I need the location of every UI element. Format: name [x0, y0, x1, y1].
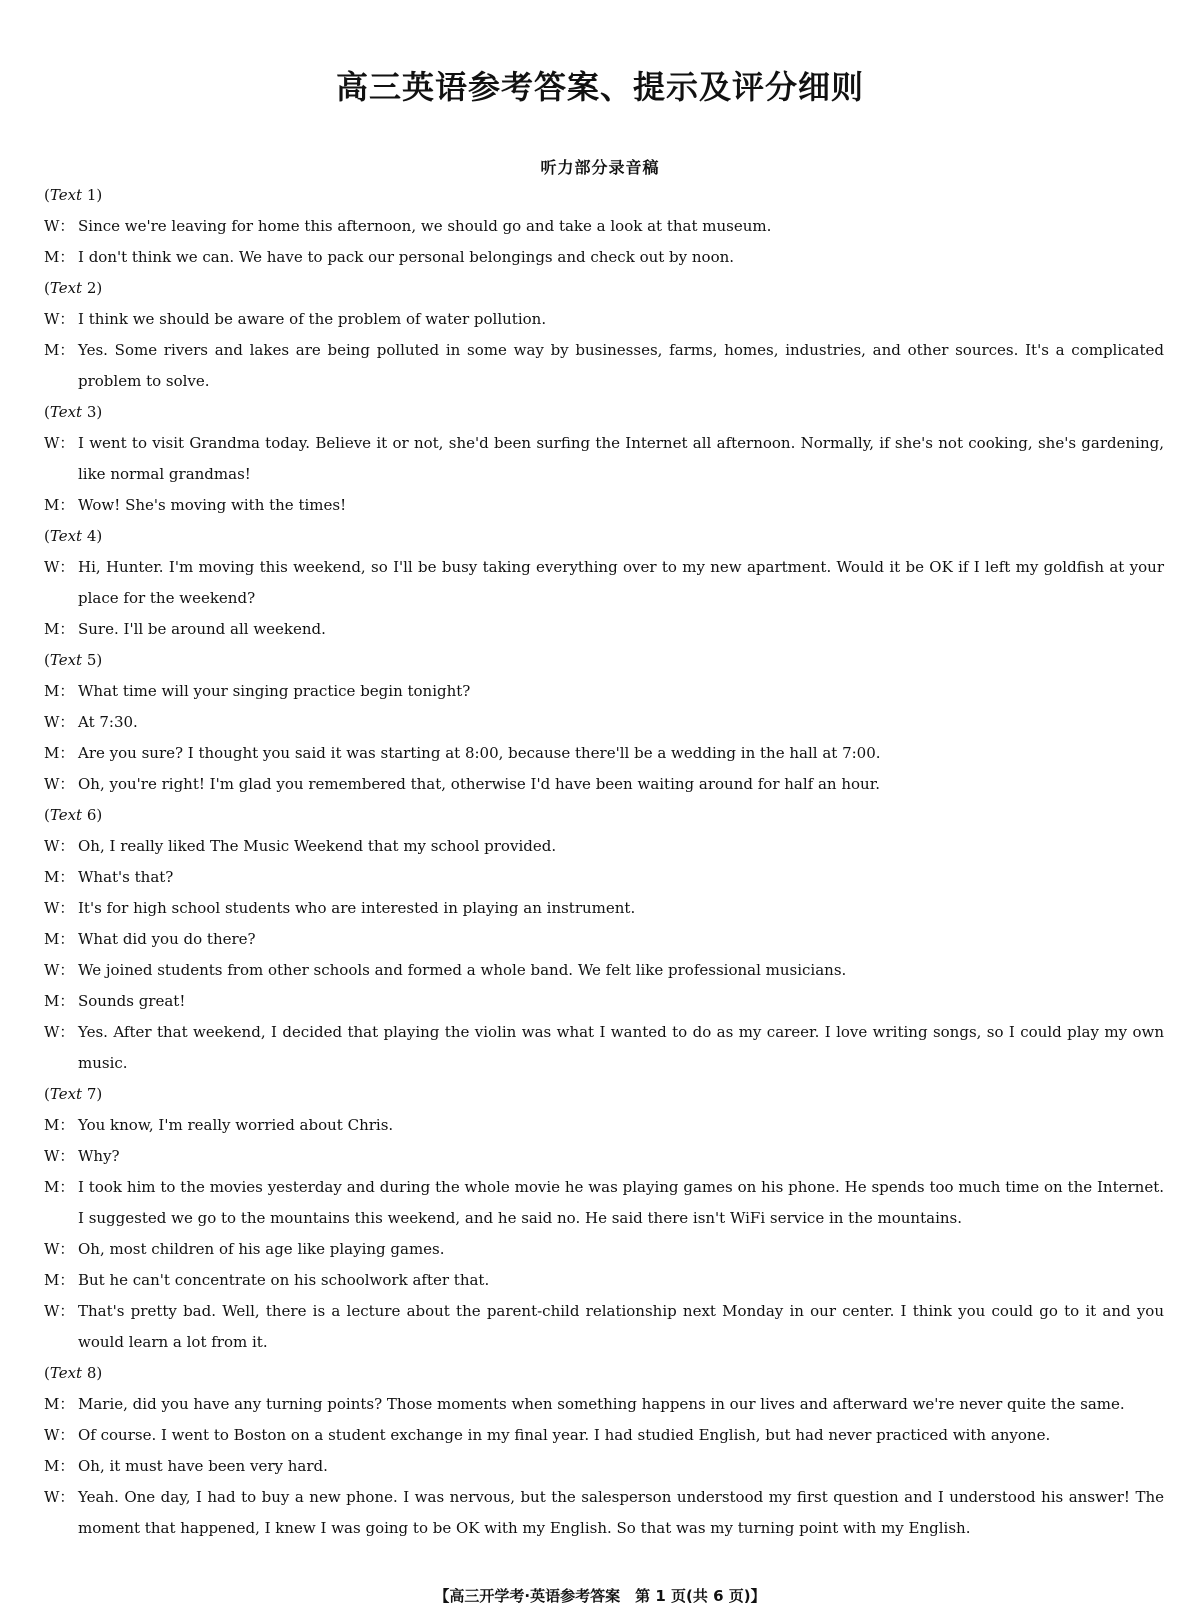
text-label: Text [49, 1364, 83, 1382]
utterance: I took him to the movies yesterday and during the whole movie he was playing games on his phone. He spends too much time on the Internet. I suggested we go to the mountains this weekend, and he said no. He said there isn't WiFi service in the mountains. [78, 1178, 1164, 1227]
text-number: 2 [86, 279, 97, 297]
utterance: You know, I'm really worried about Chris. [78, 1116, 394, 1134]
dialogue-line [44, 1389, 1164, 1420]
speaker: W： [44, 1488, 75, 1506]
text-label: Text [49, 651, 83, 669]
dialogue-line [44, 676, 1164, 707]
utterance: Oh, it must have been very hard. [78, 1457, 328, 1475]
dialogue-line [44, 242, 1164, 273]
speaker: W： [44, 1426, 75, 1444]
text-2-header: (Text 2) [44, 279, 103, 297]
dialogue-line [44, 1110, 1164, 1141]
dialogue-line [44, 1172, 1164, 1234]
speaker: W： [44, 310, 75, 328]
dialogue-line [44, 1234, 1164, 1265]
utterance: It's for high school students who are interested in playing an instrument. [78, 899, 636, 917]
speaker: W： [44, 775, 75, 793]
speaker: M： [44, 496, 75, 514]
dialogue-line [44, 955, 1164, 986]
speaker: W： [44, 434, 75, 452]
utterance: What's that? [78, 868, 174, 886]
text-number: 8 [86, 1364, 97, 1382]
speaker: M： [44, 1457, 75, 1475]
utterance: Yeah. One day, I had to buy a new phone. I was nervous, but the salesperson understood my first question and I understood his answer! The moment that happened, I knew I was going to be OK with my English. So that was my turning point with my English. [78, 1488, 1164, 1537]
speaker: W： [44, 1023, 75, 1041]
dialogue-line [44, 335, 1164, 397]
dialogue-line [44, 1141, 1164, 1172]
utterance: I think we should be aware of the problem of water pollution. [78, 310, 547, 328]
utterance: What did you do there? [78, 930, 256, 948]
text-number: 3 [86, 403, 97, 421]
speaker: M： [44, 1178, 75, 1196]
utterance: But he can't concentrate on his schoolwork after that. [78, 1271, 490, 1289]
dialogue-line [44, 211, 1164, 242]
dialogue-line [44, 1482, 1164, 1544]
utterance: Sounds great! [78, 992, 186, 1010]
text-number: 4 [86, 527, 97, 545]
speaker: W： [44, 1240, 75, 1258]
utterance: Wow! She's moving with the times! [78, 496, 347, 514]
dialogue-line [44, 738, 1164, 769]
speaker: M： [44, 682, 75, 700]
speaker: W： [44, 961, 75, 979]
text-number: 7 [86, 1085, 97, 1103]
utterance: Yes. After that weekend, I decided that playing the violin was what I wanted to do as my career. I love writing songs, so I could play my own music. [78, 1023, 1164, 1072]
speaker: W： [44, 837, 75, 855]
speaker: M： [44, 868, 75, 886]
text-1-header: (Text 1) [44, 186, 103, 204]
speaker: W： [44, 558, 75, 576]
speaker: M： [44, 620, 75, 638]
utterance: Why? [78, 1147, 120, 1165]
text-label: Text [49, 403, 83, 421]
section-heading: 听力部分录音稿 [540, 158, 660, 177]
speaker: M： [44, 248, 75, 266]
text-label: Text [49, 806, 83, 824]
dialogue-line [44, 769, 1164, 800]
speaker: M： [44, 1395, 75, 1413]
dialogue-line [44, 614, 1164, 645]
text-3-header: (Text 3) [44, 403, 103, 421]
utterance: Hi, Hunter. I'm moving this weekend, so I'll be busy taking everything over to my new apartment. Would it be OK if I left my goldfish at your place for the weekend? [78, 558, 1164, 607]
utterance: Are you sure? I thought you said it was starting at 8:00, because there'll be a wedding in the hall at 7:00. [78, 744, 881, 762]
dialogue-line [44, 831, 1164, 862]
dialogue-line [44, 490, 1164, 521]
dialogue-line [44, 1296, 1164, 1358]
dialogue-line [44, 428, 1164, 490]
utterance: At 7:30. [78, 713, 138, 731]
speaker: W： [44, 899, 75, 917]
speaker: M： [44, 930, 75, 948]
text-8-header: (Text 8) [44, 1364, 103, 1382]
dialogue-line [44, 862, 1164, 893]
text-label: Text [49, 279, 83, 297]
utterance: What time will your singing practice begin tonight? [78, 682, 471, 700]
text-6-header: (Text 6) [44, 806, 103, 824]
text-5-header: (Text 5) [44, 651, 103, 669]
dialogue-line [44, 1420, 1164, 1451]
text-label: Text [49, 186, 83, 204]
dialogue-line [44, 1017, 1164, 1079]
page-title: 高三英语参考答案、提示及评分细则 [335, 68, 864, 106]
text-label: Text [49, 527, 83, 545]
page-footer: 【高三开学考·英语参考答案 第 1 页(共 6 页)】 [434, 1587, 766, 1605]
text-number: 6 [86, 806, 97, 824]
utterance: Oh, I really liked The Music Weekend that my school provided. [78, 837, 557, 855]
utterance: Since we're leaving for home this afternoon, we should go and take a look at that museum. [78, 217, 772, 235]
utterance: Oh, most children of his age like playing games. [78, 1240, 445, 1258]
dialogue-line [44, 304, 1164, 335]
utterance: I don't think we can. We have to pack our personal belongings and check out by noon. [78, 248, 735, 266]
dialogue-line [44, 552, 1164, 614]
text-7-header: (Text 7) [44, 1085, 103, 1103]
utterance: Of course. I went to Boston on a student exchange in my final year. I had studied English, but had never practiced with anyone. [78, 1426, 1051, 1444]
speaker: W： [44, 1302, 75, 1320]
dialogue-line [44, 986, 1164, 1017]
speaker: M： [44, 341, 75, 359]
transcript [44, 180, 1164, 1544]
speaker: M： [44, 1116, 75, 1134]
utterance: Marie, did you have any turning points? Those moments when something happens in our lives and afterward we're never quite the same. [78, 1395, 1125, 1413]
speaker: M： [44, 744, 75, 762]
speaker: M： [44, 1271, 75, 1289]
dialogue-line [44, 1265, 1164, 1296]
speaker: W： [44, 713, 75, 731]
dialogue-line [44, 924, 1164, 955]
utterance: Oh, you're right! I'm glad you remembered that, otherwise I'd have been waiting around for half an hour. [78, 775, 881, 793]
speaker: W： [44, 1147, 75, 1165]
utterance: We joined students from other schools and formed a whole band. We felt like professional musicians. [78, 961, 847, 979]
utterance: Yes. Some rivers and lakes are being polluted in some way by businesses, farms, homes, industries, and other sources. It's a complicated problem to solve. [78, 341, 1164, 390]
speaker: W： [44, 217, 75, 235]
text-number: 5 [86, 651, 97, 669]
speaker: M： [44, 992, 75, 1010]
utterance: That's pretty bad. Well, there is a lecture about the parent-child relationship next Monday in our center. I think you could go to it and you would learn a lot from it. [78, 1302, 1164, 1351]
text-4-header: (Text 4) [44, 527, 103, 545]
dialogue-line [44, 893, 1164, 924]
text-number: 1 [86, 186, 97, 204]
utterance: Sure. I'll be around all weekend. [78, 620, 326, 638]
dialogue-line [44, 707, 1164, 738]
dialogue-line [44, 1451, 1164, 1482]
text-label: Text [49, 1085, 83, 1103]
utterance: I went to visit Grandma today. Believe it or not, she'd been surfing the Internet all afternoon. Normally, if she's not cooking, she's gardening, like normal grandmas! [78, 434, 1164, 483]
